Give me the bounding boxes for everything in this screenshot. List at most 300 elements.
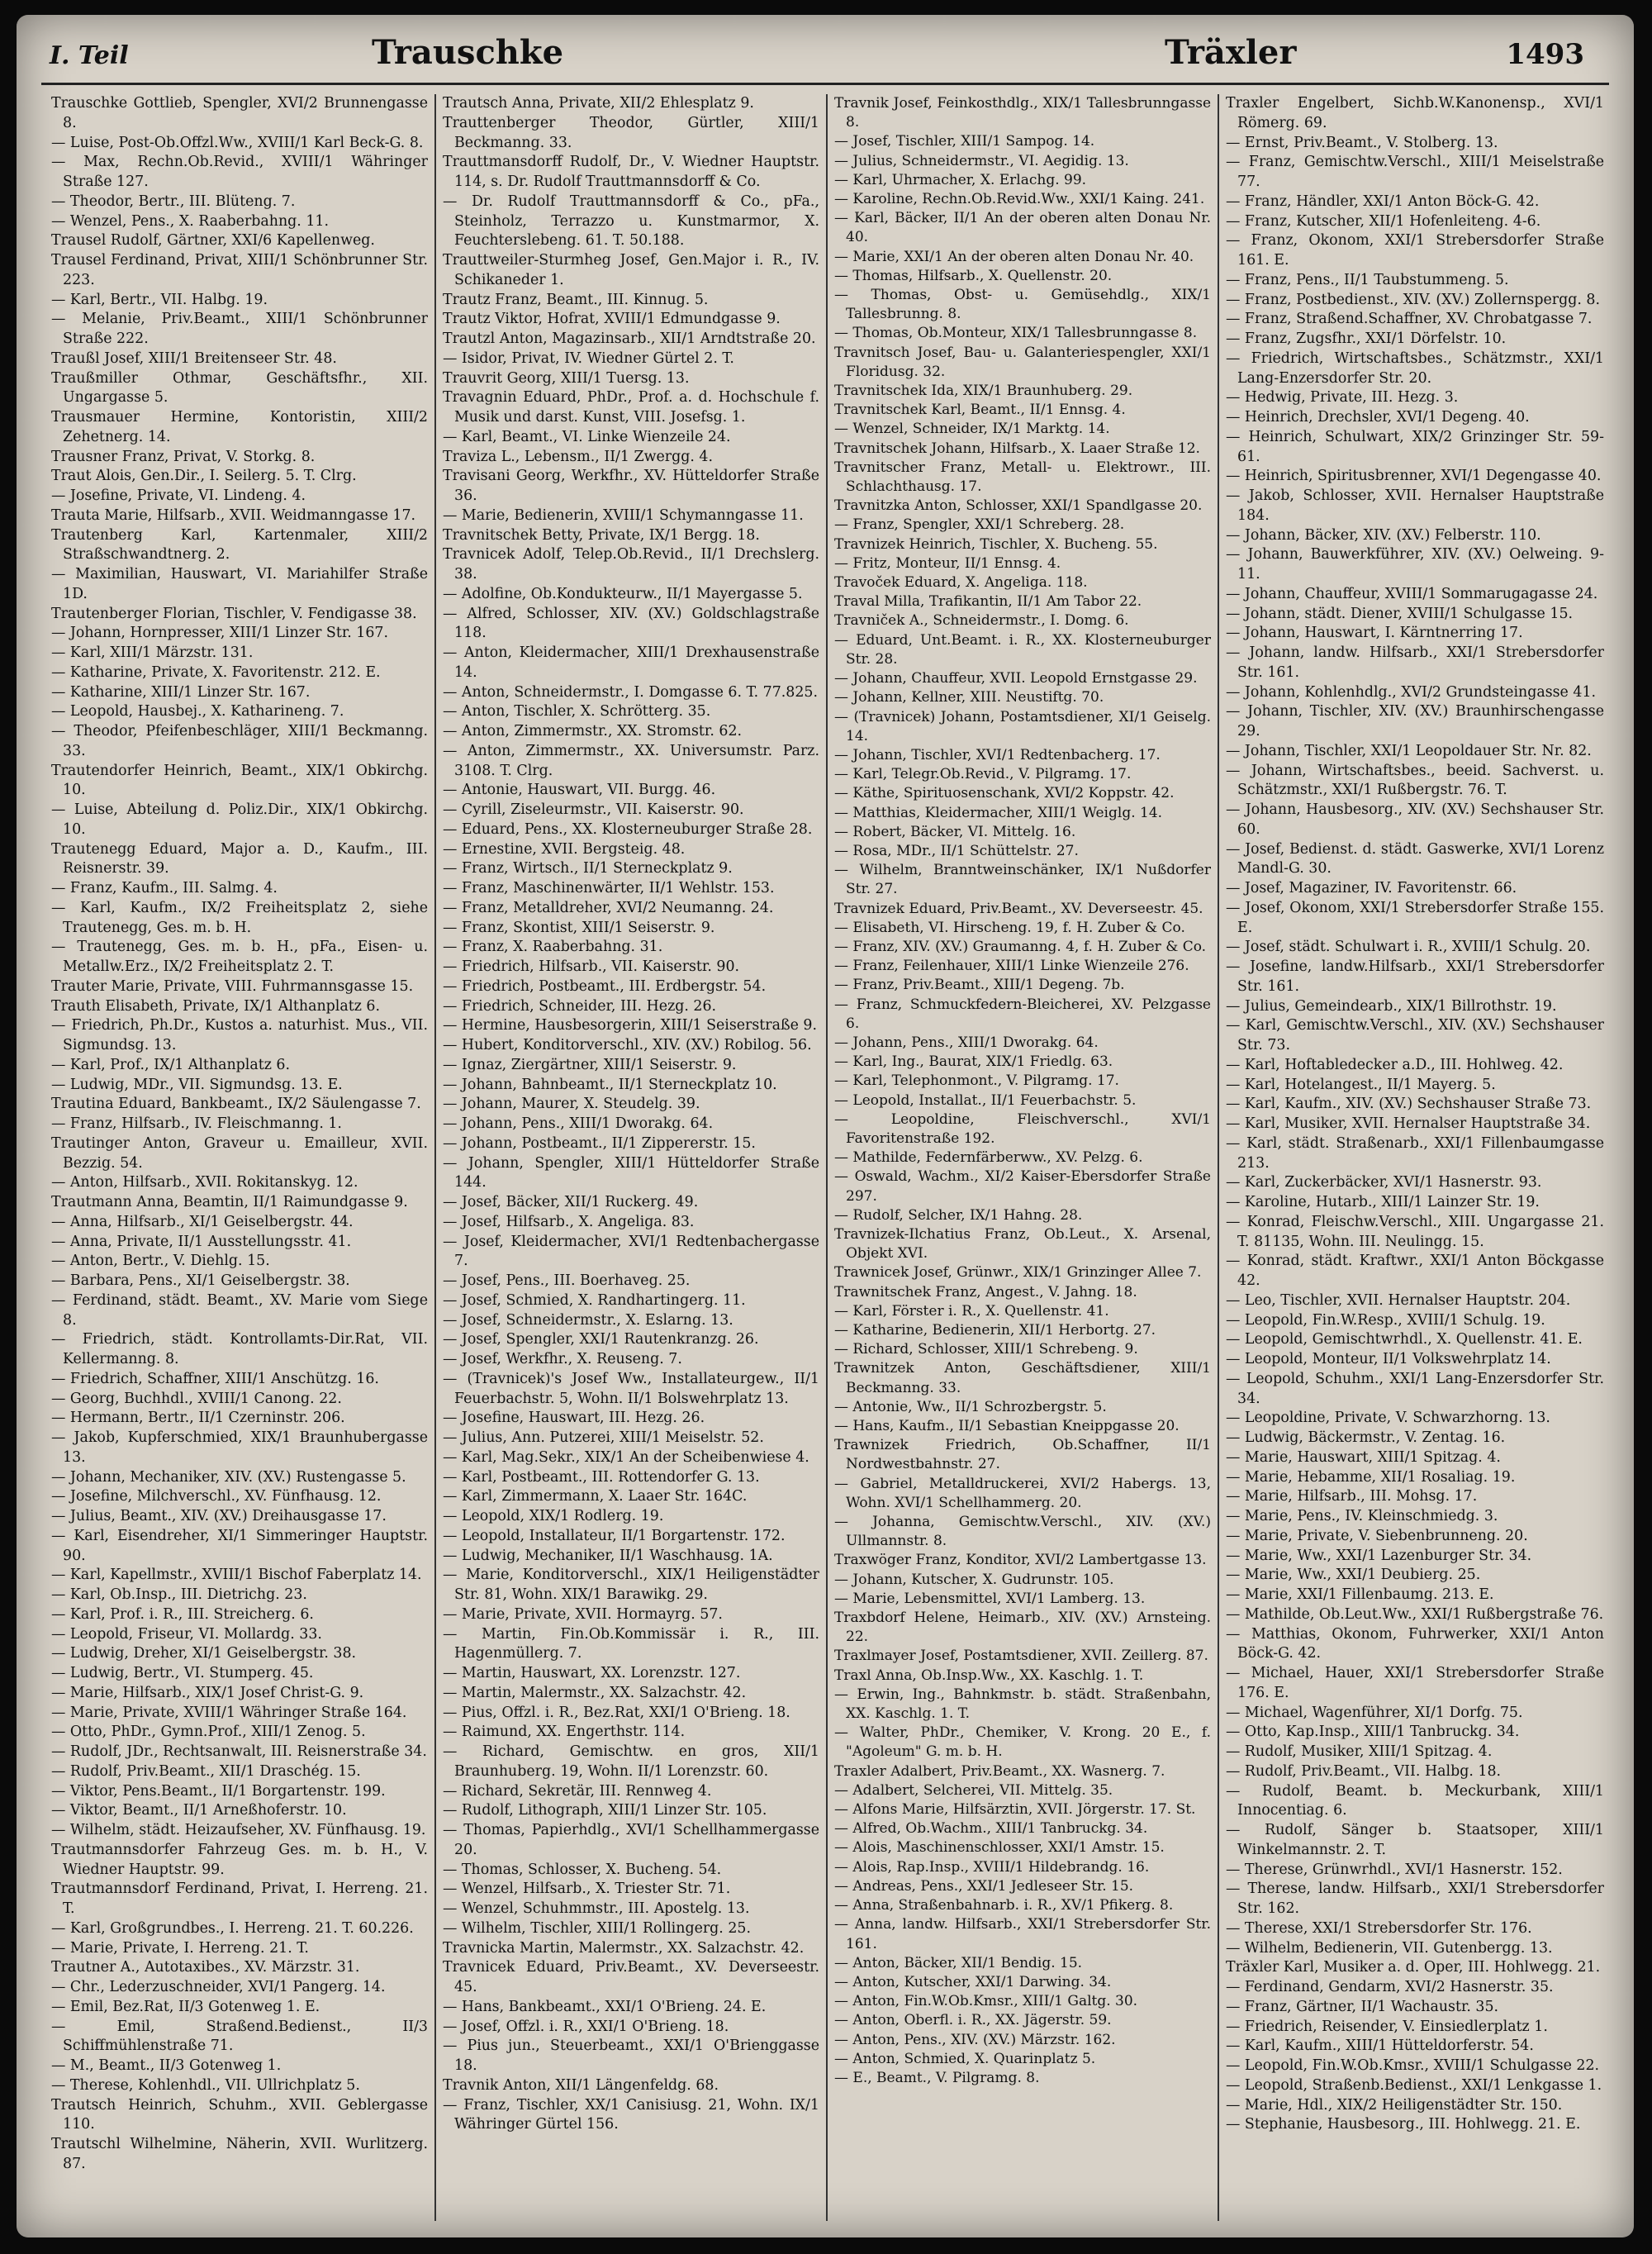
directory-entry: Trautzl Anton, Magazinsarb., XII/1 Arndtstraße 20. xyxy=(443,330,816,347)
directory-entry: — Karl, Kaufm., XIV. (XV.) Sechshauser Straße 73. xyxy=(1226,1096,1592,1113)
directory-entry: — Johann, Bahnbeamt., II/1 Sterneckplatz 10. xyxy=(443,1076,777,1093)
directory-entry: — Karl, Zuckerbäcker, XVI/1 Hasnerstr. 93. xyxy=(1226,1174,1542,1191)
directory-entry: Trautz Franz, Beamt., III. Kinnug. 5. xyxy=(443,291,709,308)
directory-entry: — Karl, Prof. i. R., III. Streicherg. 6. xyxy=(51,1605,314,1623)
directory-entry: — Marie, Lebensmittel, XVI/1 Lamberg. 13. xyxy=(834,1590,1146,1607)
directory-entry: — Marie, Ww., XXI/1 Lazenburger Str. 34. xyxy=(1226,1547,1532,1564)
directory-entry: Traxler Engelbert, Sichb.W.Kanonensp., XVI/1 Römerg. 69. xyxy=(1226,95,1604,131)
directory-entry: — Thomas, Papierhdlg., XVI/1 Schellhammergasse 20. xyxy=(443,1822,819,1858)
directory-entry: — Franz, Maschinenwärter, II/1 Wehlstr. 153. xyxy=(443,880,775,896)
directory-entry: Travnizek Heinrich, Tischler, X. Bucheng. 55. xyxy=(834,535,1158,553)
directory-entry: — Franz, Priv.Beamt., XIII/1 Degeng. 7b. xyxy=(834,977,1125,994)
directory-entry: — Hans, Kaufm., II/1 Sebastian Kneippgasse 20. xyxy=(834,1418,1180,1435)
directory-entry: — Matthias, Kleidermacher, XIII/1 Weiglg. 14. xyxy=(834,804,1163,821)
directory-entry: — Josefine, Private, VI. Lindeng. 4. xyxy=(51,487,306,504)
directory-entry: — Karl, Musiker, XVII. Hernalser Hauptstraße 34. xyxy=(1226,1115,1591,1132)
directory-entry: — Johann, Pens., XIII/1 Dworakg. 64. xyxy=(834,1034,1099,1051)
directory-entry: Travnizek Eduard, Priv.Beamt., XV. Deverseestr. 45. xyxy=(834,900,1203,917)
directory-entry: Trautmannsdorfer Fahrzeug Ges. m. b. H., V. Wiedner Hauptstr. 99. xyxy=(51,1841,428,1878)
directory-entry: — Julius, Gemeindearb., XIX/1 Billrothstr. 19. xyxy=(1226,997,1557,1015)
directory-entry: — Fritz, Monteur, II/1 Ennsg. 4. xyxy=(834,554,1061,572)
directory-entry: — Wilhelm, Tischler, XIII/1 Rollingerg. 25. xyxy=(443,1919,752,1937)
directory-entry: — Leo, Tischler, XVII. Hernalser Hauptstr. 204. xyxy=(1226,1291,1571,1309)
directory-entry: — Mathilde, Ob.Leut.Ww., XXI/1 Rußbergstraße 76. xyxy=(1226,1605,1604,1623)
directory-entry: — Hermann, Bertr., II/1 Czerninstr. 206. xyxy=(51,1410,345,1427)
directory-entry: — Leopold, Installateur, II/1 Borgartenstr. 172. xyxy=(443,1527,786,1544)
directory-entry: — Marie, Private, XVIII/1 Währinger Straße 164. xyxy=(51,1704,407,1721)
directory-entry: Träxler Karl, Musiker a. d. Oper, III. Hohlwegg. 21. xyxy=(1226,1959,1601,1976)
directory-entry: Trautmann Anna, Beamtin, II/1 Raimundgasse 9. xyxy=(51,1194,408,1210)
directory-entry: — Anton, Bäcker, XII/1 Bendig. 15. xyxy=(834,1954,1083,1971)
directory-entry: — Johann, Mechaniker, XIV. (XV.) Rustengasse 5. xyxy=(51,1468,406,1486)
directory-entry: — Leopold, Installat., II/1 Feuerbachstr. 5. xyxy=(834,1091,1137,1109)
directory-entry: — Hedwig, Private, III. Hezg. 3. xyxy=(1226,389,1459,407)
directory-entry: Trauta Marie, Hilfsarb., XVII. Weidmanngasse 17. xyxy=(51,506,416,524)
directory-entry: — Josef, Tischler, XIII/1 Sampog. 14. xyxy=(834,133,1095,150)
header-rule xyxy=(41,83,1609,85)
directory-entry: Traxler Adalbert, Priv.Beamt., XX. Wasnerg. 7. xyxy=(834,1762,1165,1780)
directory-entry: — Julius, Beamt., XIV. (XV.) Dreihausgasse 17. xyxy=(51,1508,387,1524)
directory-entry: — Max, Rechn.Ob.Revid., XVIII/1 Währinger Straße 127. xyxy=(51,154,428,190)
directory-entry: — Chr., Lederzuschneider, XVI/1 Pangerg. 14. xyxy=(51,1979,386,1995)
directory-entry: — Anna, Straßenbahnarb. i. R., XV/1 Pfikerg. 8. xyxy=(834,1897,1174,1914)
directory-entry: Travnicek Adolf, Telep.Ob.Revid., II/1 Drechslerg. 38. xyxy=(443,546,819,583)
directory-entry: — Ignaz, Ziergärtner, XIII/1 Seiserstr. 9. xyxy=(443,1056,737,1073)
directory-entry: — Leopold, Schuhm., XXI/1 Lang-Enzersdorfer Str. 34. xyxy=(1226,1370,1604,1407)
directory-entry: Travnitschek Ida, XIX/1 Braunhuberg. 29. xyxy=(834,383,1133,400)
directory-entry: — Georg, Buchhdl., XVIII/1 Canong. 22. xyxy=(51,1390,342,1407)
directory-entry: — Johann, Kutscher, X. Gudrunstr. 105. xyxy=(834,1571,1114,1588)
directory-entry: — Alois, Maschinenschlosser, XXI/1 Amstr. 15. xyxy=(834,1839,1165,1857)
directory-entry: Travnizek-Ilchatius Franz, Ob.Leut., X. Arsenal, Objekt XVI. xyxy=(834,1225,1211,1263)
directory-entry: — Isidor, Privat, IV. Wiedner Gürtel 2. T. xyxy=(443,350,734,367)
directory-entry: — Karl, Postbeamt., III. Rottendorfer G. 13. xyxy=(443,1468,760,1486)
directory-entry: — Karl, Ing., Baurat, XIX/1 Friedlg. 63. xyxy=(834,1053,1113,1071)
directory-entry: — Julius, Ann. Putzerei, XIII/1 Meiselstr. 52. xyxy=(443,1429,764,1446)
directory-entry: — Katharine, Private, X. Favoritenstr. 212. E. xyxy=(51,663,381,681)
directory-entry: — Johann, Wirtschaftsbes., beeid. Sachverst. u. Schätzmstr., XXI/1 Rußbergstr. 76. T. xyxy=(1226,762,1604,799)
directory-entry: — Josef, Schmied, X. Randhartingerg. 11. xyxy=(443,1291,746,1309)
directory-entry: Travniček A., Schneidermstr., I. Domg. 6. xyxy=(834,612,1129,630)
directory-entry: — Katharine, XIII/1 Linzer Str. 167. xyxy=(51,683,311,701)
directory-entry: — Ernst, Priv.Beamt., V. Stolberg. 13. xyxy=(1226,134,1498,151)
directory-entry: — Marie, Hilfsarb., XIX/1 Josef Christ-G. 9. xyxy=(51,1684,364,1701)
directory-entry: — Josef, städt. Schulwart i. R., XVIII/1 Schulg. 20. xyxy=(1226,939,1591,956)
directory-entry: — Otto, PhDr., Gymn.Prof., XIII/1 Zenog. 5. xyxy=(51,1724,366,1741)
directory-entry: — Martin, Fin.Ob.Kommissär i. R., III. Hagenmüllerg. 7. xyxy=(443,1625,819,1662)
directory-entry: Travnik Josef, Feinkosthdlg., XIX/1 Tallesbrunngasse 8. xyxy=(834,95,1211,131)
directory-entry: Trautenberger Florian, Tischler, V. Fendigasse 38. xyxy=(51,605,417,622)
running-head-left: Trauschke xyxy=(372,33,564,72)
directory-entry: — Anton, Zimmermstr., XX. Universumstr. Parz. 3108. T. Clrg. xyxy=(443,742,819,779)
directory-entry: Traußl Josef, XIII/1 Breitenseer Str. 48. xyxy=(51,350,337,367)
directory-entry: Trawnizek Friedrich, Ob.Schaffner, II/1 Nordwestbahnstr. 27. xyxy=(834,1437,1211,1473)
directory-entry: — (Travnicek) Johann, Postamtsdiener, XI/1 Geiselg. 14. xyxy=(834,708,1211,744)
directory-entry: — Antonie, Hauswart, VII. Burgg. 46. xyxy=(443,782,716,799)
directory-entry: — Rudolf, Sänger b. Staatsoper, XIII/1 Winkelmannstr. 2. T. xyxy=(1226,1822,1604,1858)
directory-entry: — Ferdinand, Gendarm, XVI/2 Hasnerstr. 35. xyxy=(1226,1979,1554,1995)
directory-entry: — Rudolf, Lithograph, XIII/1 Linzer Str. 105. xyxy=(443,1802,767,1819)
directory-entry: — Franz, Okonom, XXI/1 Strebersdorfer Straße 161. E. xyxy=(1226,232,1604,269)
directory-entry: — Johann, Tischler, XIV. (XV.) Braunhirschengasse 29. xyxy=(1226,703,1604,739)
directory-entry: Trautenegg Eduard, Major a. D., Kaufm., III. Reisnerstr. 39. xyxy=(51,840,428,877)
directory-entry: — Richard, Gemischtw. en gros, XII/1 Braunhuberg. 19, Wohn. II/1 Lorenzstr. 60. xyxy=(443,1743,819,1780)
directory-entry: Travnitschek Betty, Private, IX/1 Bergg. 18. xyxy=(443,526,760,544)
directory-entry: — Leopold, Monteur, II/1 Volkswehrplatz 14. xyxy=(1226,1351,1551,1367)
directory-entry: — Jakob, Schlosser, XVII. Hernalser Hauptstraße 184. xyxy=(1226,487,1604,524)
directory-entry: — Ludwig, Bertr., VI. Stumperg. 45. xyxy=(51,1665,314,1681)
directory-entry: — Johanna, Gemischtw.Verschl., XIV. (XV.) Ullmannstr. 8. xyxy=(834,1514,1211,1550)
directory-entry: — Pius jun., Steuerbeamt., XXI/1 O'Brienggasse 18. xyxy=(443,2038,819,2074)
directory-entry: — Viktor, Beamt., II/1 Arneßhoferstr. 10. xyxy=(51,1802,347,1819)
directory-entry: — Karl, Kaufm., IX/2 Freiheitsplatz 2, siehe Trautenegg, Ges. m. b. H. xyxy=(51,899,428,936)
directory-entry: — Thomas, Hilfsarb., X. Quellenstr. 20. xyxy=(834,267,1113,284)
directory-entry: — Dr. Rudolf Trauttmannsdorff & Co., pFa., Steinholz, Terrazzo u. Kunstmarmor, X. Feuchterslebeng. 61. T. 50.188. xyxy=(443,193,819,250)
directory-entry: — Jakob, Kupferschmied, XIX/1 Braunhubergasse 13. xyxy=(51,1429,428,1466)
directory-entry: — Katharine, Bedienerin, XII/1 Herbortg. 27. xyxy=(834,1322,1156,1339)
directory-entry: — Johann, Maurer, X. Steudelg. 39. xyxy=(443,1096,700,1113)
directory-entry: Trausel Rudolf, Gärtner, XXI/6 Kapellenweg. xyxy=(51,232,375,250)
directory-entry: — Erwin, Ing., Bahnkmstr. b. städt. Straßenbahn, XX. Kaschlg. 1. T. xyxy=(834,1686,1211,1723)
directory-entry: — Leopold, Fin.W.Ob.Kmsr., XVIII/1 Schulgasse 22. xyxy=(1226,2057,1600,2074)
directory-entry: Trautina Eduard, Bankbeamt., IX/2 Säulengasse 7. xyxy=(51,1096,421,1113)
directory-entry: — Alfred, Ob.Wachm., XIII/1 Tanbruckg. 34. xyxy=(834,1820,1148,1838)
directory-entry: — Wenzel, Pens., X. Raaberbahng. 11. xyxy=(51,212,330,230)
directory-entry: — Anton, Kutscher, XXI/1 Darwing. 34. xyxy=(834,1973,1112,1990)
directory-entry: — Leopold, Friseur, VI. Mollardg. 33. xyxy=(51,1625,322,1643)
directory-entry: — Thomas, Ob.Monteur, XIX/1 Tallesbrunngasse 8. xyxy=(834,325,1198,342)
directory-entry: — Johann, Tischler, XXI/1 Leopoldauer Str. Nr. 82. xyxy=(1226,742,1592,759)
directory-entry: — Franz, X. Raaberbahng. 31. xyxy=(443,939,663,956)
directory-entry: — Friedrich, Postbeamt., III. Erdbergstr. 54. xyxy=(443,977,767,995)
directory-entry: — Anton, Tischler, X. Schrötterg. 35. xyxy=(443,703,711,720)
directory-entry: Trausmauer Hermine, Kontoristin, XIII/2 Zehetnerg. 14. xyxy=(51,409,428,445)
directory-entry: — Karl, Telegr.Ob.Revid., V. Pilgramg. 17. xyxy=(834,766,1132,783)
directory-entry: Traxl Anna, Ob.Insp.Ww., XX. Kaschlg. 1. T. xyxy=(834,1667,1144,1684)
entry-columns xyxy=(45,94,1611,2221)
directory-entry: — Adolfine, Ob.Kondukteurw., II/1 Mayergasse 5. xyxy=(443,585,803,602)
page-number: 1493 xyxy=(1506,38,1584,71)
directory-entry: — Ludwig, MDr., VII. Sigmundsg. 13. E. xyxy=(51,1076,343,1093)
directory-entry: — Luise, Post-Ob.Offzl.Ww., XVIII/1 Karl Beck-G. 8. xyxy=(51,134,424,151)
directory-entry: — (Travnicek)'s Josef Ww., Installateurgew., II/1 Feuerbachstr. 5, Wohn. II/1 Bolswehrplatz 13. xyxy=(443,1370,819,1407)
directory-entry: — Karl, Hoftabledecker a.D., III. Hohlweg. 42. xyxy=(1226,1056,1564,1073)
directory-entry: — Marie, XXI/1 An der oberen alten Donau Nr. 40. xyxy=(834,248,1194,265)
directory-entry: — Eduard, Pens., XX. Klosterneuburger Straße 28. xyxy=(443,820,813,838)
directory-entry: — Karl, Eisendreher, XI/1 Simmeringer Hauptstr. 90. xyxy=(51,1527,428,1564)
directory-entry: — Friedrich, Ph.Dr., Kustos a. naturhist. Mus., VII. Sigmundsg. 13. xyxy=(51,1017,428,1053)
directory-entry: — Karl, Förster i. R., X. Quellenstr. 41. xyxy=(834,1302,1109,1320)
directory-entry: — Anton, Fin.W.Ob.Kmsr., XIII/1 Galtg. 30. xyxy=(834,1993,1138,2010)
directory-entry: — Rudolf, Musiker, XIII/1 Spitzag. 4. xyxy=(1226,1743,1493,1760)
directory-entry: — Leopold, XIX/1 Rodlerg. 19. xyxy=(443,1508,664,1524)
directory-entry: — Ludwig, Bäckermstr., V. Zentag. 16. xyxy=(1226,1429,1506,1446)
directory-entry: Trautschl Wilhelmine, Näherin, XVII. Wurlitzerg. 87. xyxy=(51,2136,428,2172)
directory-entry: — Friedrich, Hilfsarb., VII. Kaiserstr. 90. xyxy=(443,958,740,975)
directory-entry: — Franz, Gemischtw.Verschl., XIII/1 Meiselstraße 77. xyxy=(1226,154,1604,190)
directory-entry: Trauter Marie, Private, VIII. Fuhrmannsgasse 15. xyxy=(51,977,414,995)
directory-entry: — Wilhelm, städt. Heizaufseher, XV. Fünfhausg. 19. xyxy=(51,1822,426,1838)
directory-entry: — Marie, Private, I. Herreng. 21. T. xyxy=(51,1939,309,1957)
directory-entry: — Marie, Private, XVII. Hormayrg. 57. xyxy=(443,1605,723,1623)
directory-entry: — Stephanie, Hausbesorg., III. Hohlwegg. 21. E. xyxy=(1226,2116,1581,2133)
directory-entry: Trauttmansdorff Rudolf, Dr., V. Wiedner Hauptstr. 114, s. Dr. Rudolf Trauttmannsdorff & Co. xyxy=(443,154,819,190)
directory-entry: — Franz, Kaufm., III. Salmg. 4. xyxy=(51,880,278,896)
directory-entry: Trauvrit Georg, XIII/1 Tuersg. 13. xyxy=(443,369,690,387)
directory-entry: — Johann, Bauwerkführer, XIV. (XV.) Oelweing. 9-11. xyxy=(1226,546,1604,583)
directory-entry: — Leopold, Hausbej., X. Katharineng. 7. xyxy=(51,703,344,720)
directory-entry: — Franz, Tischler, XX/1 Canisiusg. 21, Wohn. IX/1 Währinger Gürtel 156. xyxy=(443,2096,819,2133)
directory-entry: Traviza L., Lebensm., II/1 Zwergg. 4. xyxy=(443,448,713,465)
directory-entry: — Konrad, Fleischw.Verschl., XIII. Ungargasse 21. T. 81135, Wohn. III. Neulingg. 15. xyxy=(1226,1213,1604,1250)
directory-entry: — Käthe, Spirituosenschank, XVI/2 Koppstr. 42. xyxy=(834,785,1175,802)
directory-entry: — Alois, Rap.Insp., XVIII/1 Hildebrandg. 16. xyxy=(834,1858,1150,1876)
directory-entry: — Johann, Hornpresser, XIII/1 Linzer Str. 167. xyxy=(51,625,388,642)
directory-entry: Trautner A., Autotaxibes., XV. Märzstr. 31. xyxy=(51,1959,360,1976)
directory-entry: — Ludwig, Mechaniker, II/1 Waschhausg. 1A. xyxy=(443,1547,773,1564)
directory-entry: — Barbara, Pens., XI/1 Geiselbergstr. 38. xyxy=(51,1272,350,1289)
directory-entry: — Andreas, Pens., XXI/1 Jedleseer Str. 15. xyxy=(834,1877,1134,1895)
directory-entry: — Raimund, XX. Engerthstr. 114. xyxy=(443,1724,686,1741)
directory-entry: Trauschke Gottlieb, Spengler, XVI/2 Brunnengasse 8. xyxy=(51,95,428,131)
directory-entry: — Karl, Prof., IX/1 Althanplatz 6. xyxy=(51,1056,291,1073)
directory-entry: — Heinrich, Drechsler, XVI/1 Degeng. 40. xyxy=(1226,409,1530,426)
directory-entry: Trautenberg Karl, Kartenmaler, XIII/2 Straßschwandtnerg. 2. xyxy=(51,526,428,564)
directory-entry: — Franz, Kutscher, XII/1 Hofenleiteng. 4-6. xyxy=(1226,212,1541,230)
directory-entry: — M., Beamt., II/3 Gotenweg 1. xyxy=(51,2057,282,2074)
directory-entry: — Karl, Beamt., VI. Linke Wienzeile 24. xyxy=(443,428,731,445)
directory-entry: Travnitscher Franz, Metall- u. Elektrowr., III. Schlachthausg. 17. xyxy=(834,459,1211,496)
directory-entry: — Hermine, Hausbesorgerin, XIII/1 Seiserstraße 9. xyxy=(443,1017,817,1034)
directory-entry: Travnitschek Karl, Beamt., II/1 Ennsg. 4. xyxy=(834,402,1126,419)
directory-entry: — Hubert, Konditorverschl., XIV. (XV.) Robilog. 56. xyxy=(443,1037,812,1053)
directory-entry: Travnitschek Johann, Hilfsarb., X. Laaer Straße 12. xyxy=(834,440,1200,457)
directory-entry: — Josef, Kleidermacher, XVI/1 Redtenbachergasse 7. xyxy=(443,1233,819,1270)
directory-entry: — Josef, Spengler, XXI/1 Rautenkranzg. 26. xyxy=(443,1331,759,1348)
directory-entry: — Franz, Feilenhauer, XIII/1 Linke Wienzeile 276. xyxy=(834,958,1189,975)
directory-entry: Trautendorfer Heinrich, Beamt., XIX/1 Obkirchg. 10. xyxy=(51,762,428,799)
directory-entry: — Konrad, städt. Kraftwr., XXI/1 Anton Böckgasse 42. xyxy=(1226,1253,1604,1289)
directory-entry: — Johann, Hausbesorg., XIV. (XV.) Sechshauser Str. 60. xyxy=(1226,801,1604,838)
directory-entry: Travnitsch Josef, Bau- u. Galanteriespengler, XXI/1 Floridusg. 32. xyxy=(834,344,1211,380)
directory-entry: — Karl, Kapellmstr., XVIII/1 Bischof Faberplatz 14. xyxy=(51,1567,422,1584)
directory-entry: — Julius, Schneidermstr., VI. Aegidig. 13. xyxy=(834,152,1129,169)
directory-entry: — Marie, Bedienerin, XVIII/1 Schymanngasse 11. xyxy=(443,506,804,524)
directory-entry: — Marie, Hebamme, XII/1 Rosaliag. 19. xyxy=(1226,1468,1516,1486)
directory-entry: — Josef, Okonom, XXI/1 Strebersdorfer Straße 155. E. xyxy=(1226,899,1604,936)
directory-entry: — Robert, Bäcker, VI. Mittelg. 16. xyxy=(834,823,1076,840)
directory-entry: — Marie, Pens., IV. Kleinschmiedg. 3. xyxy=(1226,1508,1498,1524)
directory-entry: — Franz, Händler, XXI/1 Anton Böck-G. 42. xyxy=(1226,193,1540,210)
directory-entry: Trautinger Anton, Graveur u. Emailleur, XVII. Bezzig. 54. xyxy=(51,1134,428,1172)
directory-entry: — Johann, Spengler, XIII/1 Hütteldorfer Straße 144. xyxy=(443,1154,819,1191)
directory-entry: — Franz, Hilfsarb., IV. Fleischmanng. 1. xyxy=(51,1115,342,1132)
page-header xyxy=(41,23,1609,81)
directory-entry: — Karl, Bertr., VII. Halbg. 19. xyxy=(51,291,268,308)
column-4 xyxy=(1219,94,1611,2221)
directory-entry: — Karl, Großgrundbes., I. Herreng. 21. T. 60.226. xyxy=(51,1919,414,1937)
directory-entry: — Franz, Zugsfhr., XXI/1 Dörfelstr. 10. xyxy=(1226,330,1507,347)
directory-entry: — Johann, Chauffeur, XVIII/1 Sommarugagasse 24. xyxy=(1226,585,1598,602)
directory-entry: — Marie, Hauswart, XIII/1 Spitzag. 4. xyxy=(1226,1448,1501,1466)
directory-entry: — Heinrich, Schulwart, XIX/2 Grinzinger Str. 59-61. xyxy=(1226,428,1604,465)
directory-entry: — Therese, Grünwrhdl., XVI/1 Hasnerstr. 152. xyxy=(1226,1861,1563,1878)
directory-entry: Trausel Ferdinand, Privat, XIII/1 Schönbrunner Str. 223. xyxy=(51,252,428,288)
directory-entry: Trauttweiler-Sturmheg Josef, Gen.Major i. R., IV. Schikaneder 1. xyxy=(443,252,819,288)
directory-entry: — Karl, Mag.Sekr., XIX/1 An der Scheibenwiese 4. xyxy=(443,1448,809,1466)
directory-entry: — Anton, Pens., XIV. (XV.) Märzstr. 162. xyxy=(834,2031,1116,2048)
directory-entry: — Walter, PhDr., Chemiker, V. Krong. 20 E., f. "Agoleum" G. m. b. H. xyxy=(834,1724,1211,1761)
directory-entry: Trauttenberger Theodor, Gürtler, XIII/1 Beckmanng. 33. xyxy=(443,114,819,151)
directory-entry: — Maximilian, Hauswart, VI. Mariahilfer Straße 1D. xyxy=(51,566,428,602)
directory-entry: — Franz, Spengler, XXI/1 Schreberg. 28. xyxy=(834,516,1125,534)
directory-entry: — Johann, Postbeamt., II/1 Zippererstr. 15. xyxy=(443,1134,756,1152)
directory-entry: — Karl, Gemischtw.Verschl., XIV. (XV.) Sechshauser Str. 73. xyxy=(1226,1017,1604,1053)
column-3 xyxy=(828,94,1219,2221)
directory-entry: Trausner Franz, Privat, V. Storkg. 8. xyxy=(51,448,316,465)
directory-entry: — Therese, landw. Hilfsarb., XXI/1 Strebersdorfer Str. 162. xyxy=(1226,1881,1604,1917)
part-label: I. Teil xyxy=(50,41,129,70)
directory-entry: — Alfred, Schlosser, XIV. (XV.) Goldschlagstraße 118. xyxy=(443,605,819,642)
directory-entry: Travisani Georg, Werkfhr., XV. Hütteldorfer Straße 36. xyxy=(443,468,819,504)
directory-entry: — Luise, Abteilung d. Poliz.Dir., XIX/1 Obkirchg. 10. xyxy=(51,801,428,838)
directory-entry: — Wilhelm, Branntweinschänker, IX/1 Nußdorfer Str. 27. xyxy=(834,862,1211,898)
directory-entry: — Karl, Zimmermann, X. Laaer Str. 164C. xyxy=(443,1488,748,1505)
directory-entry: — Theodor, Bertr., III. Blüteng. 7. xyxy=(51,193,296,210)
directory-entry: Traut Alois, Gen.Dir., I. Seilerg. 5. T. Clrg. xyxy=(51,468,357,485)
directory-entry: — Anton, Schneidermstr., I. Domgasse 6. T. 77.825. xyxy=(443,683,819,701)
directory-entry: — Rudolf, JDr., Rechtsanwalt, III. Reisnerstraße 34. xyxy=(51,1743,427,1760)
directory-entry: — Johann, Kellner, XIII. Neustiftg. 70. xyxy=(834,689,1104,706)
directory-entry: — Johann, landw. Hilfsarb., XXI/1 Strebersdorfer Str. 161. xyxy=(1226,644,1604,681)
directory-entry: — Josef, Werkfhr., X. Reuseng. 7. xyxy=(443,1351,682,1367)
directory-entry: — Martin, Hauswart, XX. Lorenzstr. 127. xyxy=(443,1665,741,1681)
directory-entry: Travnicek Eduard, Priv.Beamt., XV. Deverseestr. 45. xyxy=(443,1959,819,1995)
directory-entry: — Elisabeth, VI. Hirscheng. 19, f. H. Zuber & Co. xyxy=(834,919,1185,936)
directory-entry: — Rosa, MDr., II/1 Schüttelstr. 27. xyxy=(834,842,1079,859)
directory-entry: — Franz, Postbedienst., XIV. (XV.) Zollernspergg. 8. xyxy=(1226,291,1600,308)
directory-entry: — E., Beamt., V. Pilgramg. 8. xyxy=(834,2069,1040,2086)
directory-entry: — Heinrich, Spiritusbrenner, XVI/1 Degengasse 40. xyxy=(1226,468,1602,485)
directory-entry: — Marie, Konditorverschl., XIX/1 Heiligenstädter Str. 81, Wohn. XIX/1 Barawikg. 29. xyxy=(443,1567,819,1603)
directory-entry: — Karl, Uhrmacher, X. Erlachg. 99. xyxy=(834,171,1087,188)
directory-entry: — Emil, Straßend.Bedienst., II/3 Schiffmühlenstraße 71. xyxy=(51,2018,428,2055)
directory-entry: — Cyrill, Ziseleurmstr., VII. Kaiserstr. 90. xyxy=(443,801,744,818)
column-2 xyxy=(436,94,828,2221)
directory-entry: — Josef, Bedienst. d. städt. Gaswerke, XVI/1 Lorenz Mandl-G. 30. xyxy=(1226,840,1604,877)
directory-entry: Travnicka Martin, Malermstr., XX. Salzachstr. 42. xyxy=(443,1939,805,1957)
directory-entry: — Emil, Bez.Rat, II/3 Gotenweg 1. E. xyxy=(51,1998,320,2015)
directory-entry: — Anton, Zimmermstr., XX. Stromstr. 62. xyxy=(443,723,743,739)
directory-entry: — Karl, Ob.Insp., III. Dietrichg. 23. xyxy=(51,1586,307,1603)
directory-entry: — Friedrich, Schneider, III. Hezg. 26. xyxy=(443,997,717,1015)
directory-entry: — Marie, Hdl., XIX/2 Heiligenstädter Str. 150. xyxy=(1226,2096,1563,2114)
directory-entry: — Ernestine, XVII. Bergsteig. 48. xyxy=(443,840,686,858)
directory-entry: — Anton, Kleidermacher, XIII/1 Drexhausenstraße 14. xyxy=(443,644,819,681)
directory-entry: Travoček Eduard, X. Angeliga. 118. xyxy=(834,574,1088,592)
directory-entry: — Franz, Metalldreher, XVI/2 Neumanng. 24. xyxy=(443,899,774,916)
directory-entry: — Karl, städt. Straßenarb., XXI/1 Fillenbaumgasse 213. xyxy=(1226,1134,1604,1172)
directory-entry: — Marie, Ww., XXI/1 Deubierg. 25. xyxy=(1226,1567,1481,1584)
directory-entry: — Ferdinand, städt. Beamt., XV. Marie vom Siege 8. xyxy=(51,1291,428,1329)
directory-entry: — Wenzel, Schneider, IX/1 Marktg. 14. xyxy=(834,421,1110,438)
directory-entry: — Josefine, landw.Hilfsarb., XXI/1 Strebersdorfer Str. 161. xyxy=(1226,958,1604,995)
directory-entry: — Wenzel, Hilfsarb., X. Triester Str. 71. xyxy=(443,1881,731,1898)
directory-entry: — Alfons Marie, Hilfsärztin, XVII. Jörgerstr. 17. St. xyxy=(834,1801,1196,1819)
directory-entry: — Gabriel, Metalldruckerei, XVI/2 Habergs. 13, Wohn. XVI/1 Schellhammerg. 20. xyxy=(834,1475,1211,1511)
directory-entry: — Leopold, Fin.W.Resp., XVIII/1 Schulg. 19. xyxy=(1226,1311,1545,1329)
directory-entry: Travnik Anton, XII/1 Längenfeldg. 68. xyxy=(443,2076,719,2094)
directory-entry: Traval Milla, Trafikantin, II/1 Am Tabor 22. xyxy=(834,593,1142,611)
directory-entry: Trawnitzek Anton, Geschäftsdiener, XIII/1 Beckmanng. 33. xyxy=(834,1360,1211,1396)
directory-entry: Trauth Elisabeth, Private, IX/1 Althanplatz 6. xyxy=(51,997,380,1015)
directory-entry: — Marie, Hilfsarb., III. Mohsg. 17. xyxy=(1226,1488,1478,1505)
directory-entry: — Johann, Bäcker, XIV. (XV.) Felberstr. 110. xyxy=(1226,526,1541,544)
directory-entry: — Anna, landw. Hilfsarb., XXI/1 Strebersdorfer Str. 161. xyxy=(834,1916,1211,1952)
directory-entry: — Franz, Wirtsch., II/1 Sterneckplatz 9. xyxy=(443,860,733,877)
directory-entry: — Josef, Magaziner, IV. Favoritenstr. 66. xyxy=(1226,880,1517,896)
directory-entry: — Thomas, Obst- u. Gemüsehdlg., XIX/1 Tallesbrunng. 8. xyxy=(834,287,1211,323)
directory-entry: — Franz, Straßend.Schaffner, XV. Chrobatgasse 7. xyxy=(1226,311,1593,328)
directory-entry: — Anna, Hilfsarb., XI/1 Geiselbergstr. 44. xyxy=(51,1213,354,1230)
directory-entry: — Wenzel, Schuhmmstr., III. Apostelg. 13. xyxy=(443,1900,750,1917)
directory-entry: Trawnicek Josef, Grünwr., XIX/1 Grinzinger Allee 7. xyxy=(834,1264,1202,1282)
directory-entry: Trautmannsdorf Ferdinand, Privat, I. Herreng. 21. T. xyxy=(51,1881,428,1917)
directory-entry: — Trautenegg, Ges. m. b. H., pFa., Eisen- u. Metallw.Erz., IX/2 Freiheitsplatz 2. T. xyxy=(51,939,428,975)
directory-entry: — Melanie, Priv.Beamt., XIII/1 Schönbrunner Straße 222. xyxy=(51,311,428,347)
directory-entry: — Thomas, Schlosser, X. Bucheng. 54. xyxy=(443,1861,722,1878)
directory-entry: — Eduard, Unt.Beamt. i. R., XX. Klosterneuburger Str. 28. xyxy=(834,631,1211,668)
directory-entry: Trawnitschek Franz, Angest., V. Jahng. 18. xyxy=(834,1283,1137,1301)
directory-entry: — Rudolf, Beamt. b. Meckurbank, XIII/1 Innocentiag. 6. xyxy=(1226,1782,1604,1819)
directory-entry: — Richard, Schlosser, XIII/1 Schrebeng. 9. xyxy=(834,1341,1138,1358)
directory-entry: — Anna, Private, II/1 Ausstellungsstr. 41. xyxy=(51,1233,352,1250)
directory-entry: — Martin, Malermstr., XX. Salzachstr. 42. xyxy=(443,1684,747,1701)
directory-entry: — Josef, Offzl. i. R., XXI/1 O'Brieng. 18. xyxy=(443,2018,729,2035)
directory-entry: — Johann, Kohlenhdlg., XVI/2 Grundsteingasse 41. xyxy=(1226,683,1597,701)
directory-entry: — Friedrich, Reisender, V. Einsiedlerplatz 1. xyxy=(1226,2018,1548,2035)
directory-entry: — Matthias, Okonom, Fuhrwerker, XXI/1 Anton Böck-G. 42. xyxy=(1226,1625,1604,1662)
directory-entry: — Rudolf, Priv.Beamt., XII/1 Draschég. 15. xyxy=(51,1762,361,1780)
directory-entry: — Marie, Private, V. Siebenbrunneng. 20. xyxy=(1226,1527,1528,1544)
directory-entry: — Josefine, Hauswart, III. Hezg. 26. xyxy=(443,1410,705,1427)
directory-entry: — Karl, Telephonmont., V. Pilgramg. 17. xyxy=(834,1072,1119,1090)
directory-entry: — Friedrich, Schaffner, XIII/1 Anschützg. 16. xyxy=(51,1370,379,1387)
directory-entry: Trautsch Heinrich, Schuhm., XVII. Geblergasse 110. xyxy=(51,2096,428,2133)
directory-entry: — Antonie, Ww., II/1 Schrozbergstr. 5. xyxy=(834,1398,1107,1415)
directory-entry: — Karl, Hotelangest., II/1 Mayerg. 5. xyxy=(1226,1076,1496,1093)
directory-entry: — Rudolf, Priv.Beamt., VII. Halbg. 18. xyxy=(1226,1762,1502,1780)
directory-entry: — Anton, Schmied, X. Quarinplatz 5. xyxy=(834,2050,1096,2067)
directory-entry: — Johann, Tischler, XVI/1 Redtenbacherg. 17. xyxy=(834,746,1161,763)
directory-entry: — Johann, Pens., XIII/1 Dworakg. 64. xyxy=(443,1115,714,1132)
directory-entry: — Franz, Gärtner, II/1 Wachaustr. 35. xyxy=(1226,1998,1499,2015)
directory-entry: — Josef, Schneidermstr., X. Eslarng. 13. xyxy=(443,1311,733,1329)
directory-entry: Traxlmayer Josef, Postamtsdiener, XVII. Zeillerg. 87. xyxy=(834,1648,1208,1665)
directory-entry: Traußmiller Othmar, Geschäftsfhr., XII. Ungargasse 5. xyxy=(51,369,428,407)
directory-entry: — Otto, Kap.Insp., XIII/1 Tanbruckg. 34. xyxy=(1226,1724,1520,1741)
directory-entry: — Friedrich, Wirtschaftsbes., Schätzmstr., XXI/1 Lang-Enzersdorfer Str. 20. xyxy=(1226,350,1604,387)
directory-entry: — Richard, Sekretär, III. Rennweg 4. xyxy=(443,1782,712,1800)
directory-entry: Trautsch Anna, Private, XII/2 Ehlesplatz 9. xyxy=(443,95,754,112)
directory-entry: Travagnin Eduard, PhDr., Prof. a. d. Hochschule f. Musik und darst. Kunst, VIII. Josefsg. 1. xyxy=(443,389,819,426)
directory-entry: Traxwöger Franz, Konditor, XVI/2 Lambertgasse 13. xyxy=(834,1552,1207,1569)
directory-entry: — Johann, Hauswart, I. Kärntnerring 17. xyxy=(1226,625,1523,642)
directory-entry: — Josefine, Milchverschl., XV. Fünfhausg. 12. xyxy=(51,1488,382,1505)
directory-entry: — Adalbert, Selcherei, VII. Mittelg. 35. xyxy=(834,1781,1113,1799)
directory-entry: — Johann, städt. Diener, XVIII/1 Schulgasse 15. xyxy=(1226,605,1574,622)
directory-entry: — Josef, Hilfsarb., X. Angeliga. 83. xyxy=(443,1213,695,1230)
